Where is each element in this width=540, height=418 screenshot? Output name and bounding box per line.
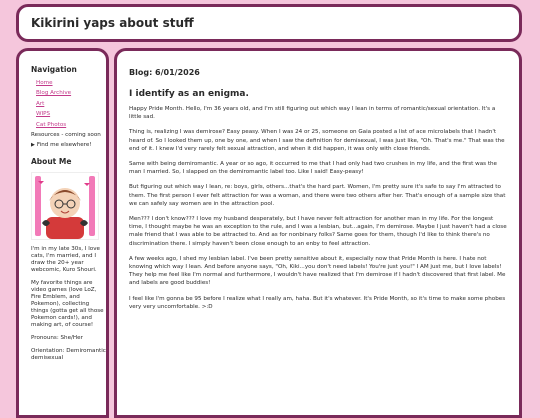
post-paragraph: I feel like I'm gonna be 95 before I realize what I really am, haha. But it's whatever. It's Pride Month, so it's time to make some phobes very very uncomfortable. >:D (129, 295, 506, 310)
post-paragraph: But figuring out which way I lean, re: boys, girls, others...that's the hard part. Women, I'm pretty sure it's safe to say I'm attracted to them. The first person I ever felt attraction for was a woman, and there were two others after her. That's enough of a sample size that we can safely say women are in the attraction pool. (129, 184, 506, 207)
nav-link-blog-archive[interactable]: Blog Archive (36, 90, 72, 97)
resources-text: Resources - coming soon (31, 131, 101, 138)
about-heading: About Me (31, 156, 72, 166)
nav-link-wips[interactable]: WIPS (36, 111, 51, 118)
site-header (16, 4, 522, 42)
triangle-right-icon: ▶ (31, 141, 35, 148)
nav-links (31, 80, 106, 128)
post-paragraph: Same with being demiromantic. A year or so ago, it occurred to me that I had only had two crushes in my life, and the first was the man I married. So, I slapped on the demiromantic label too. Like I said! Easy-peasy! (129, 161, 497, 176)
pronouns-text: Pronouns: She/Her (31, 334, 83, 341)
nav-link-cat-photos[interactable]: Cat Photos (36, 121, 67, 128)
find-elsewhere-toggle[interactable] (31, 142, 106, 148)
about-paragraph: I'm in my late 30s, I love cats, I'm married, and I draw the 20+ year webcomic, Kuro Shouri. (31, 245, 100, 273)
nav-link-art[interactable]: Art (36, 100, 45, 107)
nav-link-home[interactable]: Home (36, 80, 53, 86)
post-paragraph: Happy Pride Month. Hello, I'm 36 years old, and I'm still figuring out which way I lean in terms of romantic/sexual orientation. It's a little sad. (129, 106, 496, 121)
about-paragraph: My favorite things are video games (love LoZ, Fire Emblem, and Pokemon), collecting things (gotta get all those Pokemon cards!), and making art, of course! (31, 279, 104, 328)
post-paragraph: Thing is, realizing I was demirose? Easy peasy. When I was 24 or 25, someone on Gaia posted a list of ace microlabels that I hadn't heard of. So I looked them up, one by one, and when I saw the definition for demisexual, I was just like, "Oh. That's me." That was the end of it. I knew I'd very rarely felt sexual attraction, and when it did happen, it was only with close friends. (129, 129, 505, 152)
orientation-text: Orientation: Demiromantic demisexual (31, 347, 106, 361)
nav-heading: Navigation (31, 65, 77, 74)
blog-post-panel (114, 48, 522, 418)
find-elsewhere-label: Find me elsewhere! (36, 141, 92, 148)
post-title: I identify as an enigma. (129, 89, 249, 99)
blog-date: Blog: 6/01/2026 (129, 68, 200, 77)
avatar (31, 172, 99, 240)
post-paragraph: A few weeks ago, I shed my lesbian label. I've been pretty sensitive about it, especially now that Pride Month is here. I hate not knowing which way I lean. And before anyone says, "Oh, Kiki...you don't need labels! You're just you!" I AM just me, but I love labels! They help me feel like I'm normal and furthermore, I wouldn't have realized that I'm demirose if I hadn't discovered that first label. Me and labels are good buddies! (129, 255, 506, 287)
sidebar (16, 48, 109, 418)
post-paragraph: Men??? I don't know??? I love my husband desperately, but I have never felt attraction for another man in my life. For the longest time, I thought maybe he was an exception to the rule, and I was a lesbian, but...again, I'm demirose. Maybe I just haven't had a close male friend that I was able to be attracted to. And as for nonbinary folks? Same goes for them, though I'd like to think there's no discrimination there. I simply haven't been close enough to an enby to feel attraction. (129, 216, 507, 247)
site-title: Kikirini yaps about stuff (31, 16, 194, 30)
